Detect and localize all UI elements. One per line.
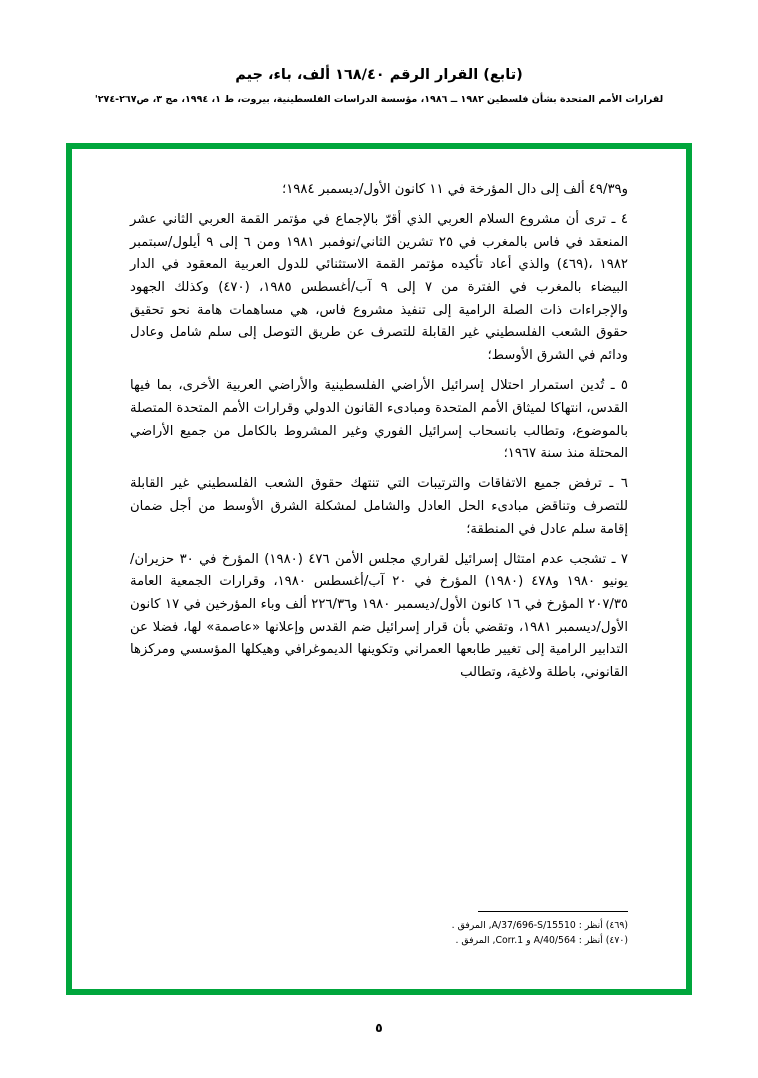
footnote-470: [308, 934, 628, 949]
footnote-470-joiner: و: [526, 935, 531, 947]
footnote-470-label: أنظر :: [578, 935, 603, 947]
document-header: [0, 66, 758, 106]
frame-content: [72, 149, 686, 989]
footnote-470-doc-code-2: Corr.1: [495, 935, 524, 947]
green-border-frame: [66, 143, 692, 995]
paragraph-5: ٥ ـ تُدين استمرار احتلال إسرائيل الأراضي الفلسطينية والأراضي العربية الأخرى، بما فيها القدس، انتهاكا لميثاق الأمم المتحدة ومبادىء القانون الدولي وقرارات الأمم المتحدة المتصلة بالموضوع، وتطالب بانسحاب إسرائيل الفوري وغير المشروط بالكامل من جميع الأراضي المحتلة منذ سنة ١٩٦٧؛: [130, 378, 628, 462]
footnote-469-suffix: , المرفق .: [451, 920, 492, 932]
footnote-469-marker: (٤٦٩): [605, 920, 628, 932]
paragraph-7: ٧ ـ تشجب عدم امتثال إسرائيل لقراري مجلس الأمن ٤٧٦ (١٩٨٠) المؤرخ في ٣٠ حزيران/يونيو ١٩٨٠ و٤٧٨ (١٩٨٠) المؤرخ في ٢٠ آب/أغسطس ١٩٨٠، وقرارات الجمعية العامة ٢٠٧/٣٥ المؤرخ في ١٦ كانون الأول/ديسمبر ١٩٨٠ و٢٢٦/٣٦ ألف وباء المؤرخين في ١٧ كانون الأول/ديسمبر ١٩٨١، وتقضي بأن قرار إسرائيل ضم القدس وإعلانها «عاصمة» لها، فضلا عن التدابير الرامية إلى تغيير طابعها العمراني وتكوينها الديموغرافي وهيكلها المؤسسي ومركزها القانوني، باطلة ولاغية، وتطالب: [130, 551, 629, 681]
footnotes-block: [308, 911, 628, 949]
page-number: ٥: [375, 1020, 383, 1035]
paragraph-6: ٦ ـ ترفض جميع الاتفاقات والترتيبات التي تنتهك حقوق الشعب الفلسطيني غير القابلة للتصرف وتناقض مبادىء الحل العادل والشامل لمشكلة الشرق الأوسط من أجل ضمان إقامة سلم عادل في المنطقة؛: [130, 476, 628, 537]
body-text: [130, 179, 628, 685]
paragraph-continuation: و٤٩/٣٩ ألف إلى دال المؤرخة في ١١ كانون الأول/ديسمبر ١٩٨٤؛: [282, 182, 628, 197]
footnote-469-label: أنظر :: [578, 920, 603, 932]
footnote-470-doc-code: A/40/564: [533, 935, 576, 947]
paragraph-4: ٤ ـ ترى أن مشروع السلام العربي الذي أقرّ بالإجماع في مؤتمر القمة العربي الثاني عشر المنعقد في فاس بالمغرب في ٢٥ تشرين الثاني/نوفمبر ١٩٨١ ومن ٦ إلى ٩ أيلول/سبتمبر ١٩٨٢ ،(٤٦٩) والذي أعاد تأكيده مؤتمر القمة الاستثنائي للدول العربية المعقود في الدار البيضاء بالمغرب في الفترة من ٧ إلى ٩ آب/أغسطس ١٩٨٥، (٤٧٠) وكذلك الجهود والإجراءات ذات الصلة الرامية إلى تنفيذ مشروع فاس، هي مساهمات هامة نحو تحقيق حقوق الشعب الفلسطيني غير القابلة للتصرف عن طريق التوصل إلى سلم شامل وعادل ودائم في الشرق الأوسط؛: [130, 211, 628, 364]
source-citation: لقرارات الأمم المتحدة بشأن فلسطين ١٩٨٢ ــ ١٩٨٦، مؤسسة الدراسات الفلسطينية، بيروت، ط ١، ١٩٩٤، مج ٣، ص٢٦٧-٢٧٤': [94, 93, 664, 105]
footnote-470-marker: (٤٧٠): [605, 935, 628, 947]
footnote-469: [308, 919, 628, 934]
page-title: (تابع) القرار الرقم ١٦٨/٤٠ ألف، باء، جيم: [235, 67, 523, 83]
footnote-separator-rule: [478, 911, 628, 912]
footnote-470-suffix: , المرفق .: [455, 935, 496, 947]
footnote-469-doc-code: A/37/696-S/15510: [491, 920, 576, 932]
